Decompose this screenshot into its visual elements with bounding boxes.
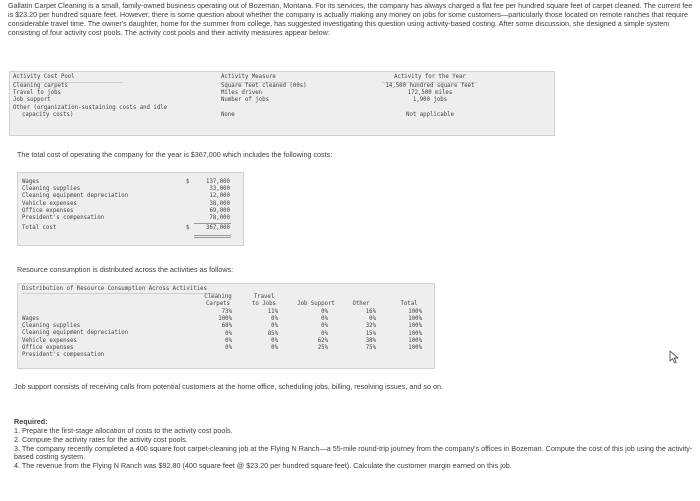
dist-cell: 16% [365,309,376,315]
cost-currency [186,179,189,232]
activity-header: Activity for the Year [394,74,466,80]
dist-cell: 0% [225,337,232,344]
cost-label: Cleaning equipment depreciation [22,193,129,200]
currency-symbol: $ [186,179,190,185]
dist-row-label: Office expenses [22,344,74,351]
dist-cell: 100% [408,337,422,344]
dist-cell: 0% [321,316,328,323]
distribution-title: Distribution of Resource Consumption Across Activities [22,286,207,292]
total-double-rule [194,235,231,236]
distribution-title-underline [22,293,220,294]
dist-cell: 15% [365,330,376,337]
dist-cell: 0% [321,323,328,330]
dist-cell: 25% [317,344,328,351]
required-item: 1. Prepare the first-stage allocation of costs to the activity cost pools. [14,425,233,435]
dist-cell: 75% [365,344,376,351]
dist-cell: 0% [271,337,278,344]
pool-activity: 172,500 miles [407,90,453,97]
pool-names [13,83,167,119]
dist-cell: 73% [221,309,232,315]
dist-row-label: President's compensation [22,351,105,358]
required-title: Required: [14,417,48,426]
cost-label: Office expenses [22,207,74,214]
cost-label: Vehicle expenses [22,200,77,207]
cost-value: 33,000 [209,186,230,193]
dist-cell: 0% [225,330,232,337]
col-other [348,309,376,352]
cost-label: Cleaning supplies [22,186,81,193]
total-cost-text: The total cost of operating the company for the year is $367,000 which includes the following costs: [17,150,333,159]
cost-label: Wages [22,179,40,185]
dist-cell: 100% [408,316,422,323]
col-cleaning-carpets [204,309,232,352]
cost-value: 137,000 [206,179,230,185]
cost-label: Total cost [22,225,57,232]
col-head-cleaning: Cleaning Carpets [204,294,232,308]
dist-cell: 11% [267,309,278,315]
dist-cell: 32% [365,323,376,330]
cost-value: 78,000 [209,214,230,221]
col-total [390,309,422,352]
dist-cell: 0% [271,323,278,330]
dist-cell: 62% [317,337,328,344]
dist-row-label: Wages [22,316,40,322]
dist-row-label: Cleaning supplies [22,323,81,330]
pool-activities [350,83,510,119]
dist-row-labels [22,316,128,359]
job-support-text: Job support consists of receiving calls from potential customers at the home office, scheduling jobs, billing, resolving issues, and so on. [14,382,443,391]
cost-value: 69,000 [209,207,230,214]
pool-measure: None [221,111,235,118]
required-section [14,418,698,471]
dist-cell: 100% [408,323,422,330]
dist-cell: 0% [321,309,328,315]
mouse-cursor-icon [669,350,681,364]
pool-activity: 1,900 jobs [412,97,448,104]
pool-measures [221,83,307,119]
pool-name: Other (organization-sustaining costs and idle [13,104,168,111]
dist-cell: 0% [321,330,328,337]
pool-name: Cleaning carpets [13,83,68,89]
dist-cell: 0% [369,316,376,323]
dist-cell: 0% [225,344,232,351]
col-travel-to-jobs [250,309,278,352]
col-head-other: Other [352,301,370,307]
dist-cell: 100% [218,316,232,323]
required-item: 2. Compute the activity rates for the activity cost pools. [14,434,188,444]
cost-label: President's compensation [22,214,105,221]
pool-name: Job support [13,97,51,104]
dist-cell: 0% [271,316,278,323]
pool-measure: Miles driven [221,90,263,97]
pool-measure: Square feet cleaned (00s) [221,83,307,89]
pool-header: Activity Cost Pool [13,74,75,80]
pool-name: capacity costs) [22,111,74,118]
cost-value: 38,000 [209,200,230,207]
pool-name: Travel to jobs [13,90,61,97]
col-job-support [300,309,328,352]
currency-symbol: $ [186,225,190,232]
dist-cell: 100% [408,309,422,315]
activity-pool-table [9,71,555,136]
pool-activity: Not applicable [406,111,454,118]
dist-row-label: Cleaning equipment depreciation [22,330,129,337]
col-head-total: Total [400,301,418,307]
cost-value: 367,000 [206,225,230,232]
dist-cell: 85% [267,330,278,337]
dist-cell: 68% [221,323,232,330]
cost-value: 12,000 [209,193,230,200]
distribution-text: Resource consumption is distributed across the activities as follows: [17,265,234,274]
cost-table [17,172,244,246]
required-item: 4. The revenue from the Flying N Ranch was $92.80 (400 square feet @ $23.20 per hundred square feet). Calculate the customer margin earned on this job. [14,461,512,471]
intro-paragraph: Gallatin Carpet Cleaning is a small, family-owned business operating out of Bozeman, Montana. For its services, the company has always charged a flat fee per hundred square feet of carpet cleaned. The current fee is $23.20 per hundred square feet. However, there is some question about whether the company is actually making any money on jobs for some customers—particularly those located on remote ranches that require considerable travel time. The owner's daughter, home for the summer from college, has suggested investigating this question using activity-based costing. After some discussion, she designed a simple system consisting of four activity cost pools. The activity cost pools and their activity measures appear below: [8,1,693,37]
col-head-job-support: Job Support [297,301,335,307]
required-item: 3. The company recently completed a 400 square foot carpet-cleaning job at the Flying N Ranch—a 55-mile round-trip journey from the company's offices in Bozeman. Compute the cost of this job using the activity-based costing system. [14,443,693,462]
dist-cell: 0% [271,344,278,351]
dist-row-label: Vehicle expenses [22,337,77,344]
dist-cell: 100% [408,344,422,351]
subtotal-rule [194,223,231,224]
distribution-table [17,283,435,369]
dist-cell: 38% [365,337,376,344]
dist-cell: 100% [408,330,422,337]
measure-header: Activity Measure [221,74,276,80]
cost-labels [22,179,128,232]
pool-measure: Number of jobs [221,97,269,104]
col-head-travel: Travel to Jobs [252,294,276,308]
cost-values [190,179,230,232]
total-double-rule [194,237,231,238]
pool-activity: 14,500 hundred square feet [385,83,475,89]
